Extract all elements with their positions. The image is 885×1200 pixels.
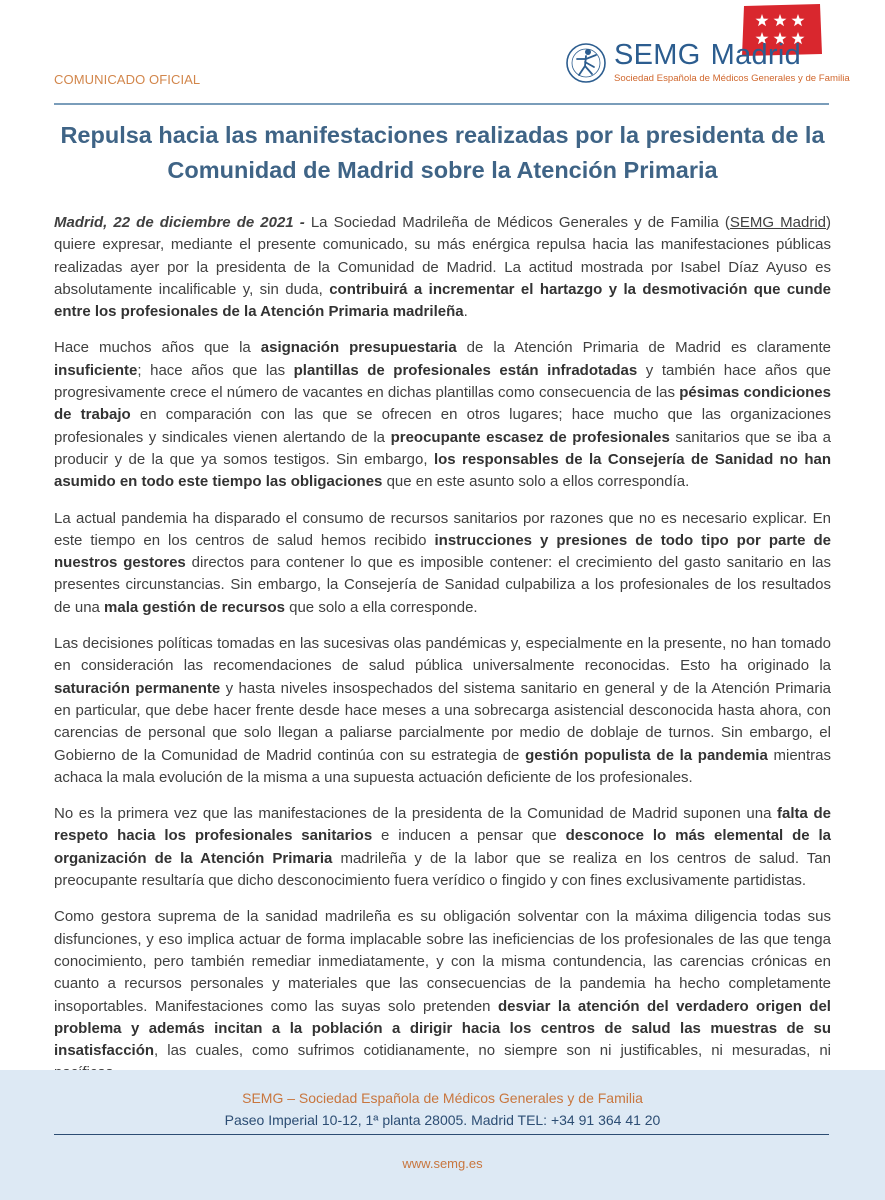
- text: mientras achaca la mala evolución de la misma a una supuesta actuación deficiente de los profesionales.: [54, 746, 832, 786]
- document-type-label: COMUNICADO OFICIAL: [54, 72, 201, 87]
- footer: [0, 1070, 885, 1200]
- logo-madrid-text: Madrid: [710, 39, 802, 71]
- logo-semg-text: SEMG: [614, 39, 701, 71]
- paragraph-6: [54, 906, 831, 1084]
- text: directos para contener lo que es imposible contener: el crecimiento del gasto sanitario en las presentes circunstancias. Sin embargo, la Consejería de Sanidad culpabiliza a los profesionales de los resultados de una: [54, 554, 831, 616]
- text: madrileña y de la labor que se realiza en los centros de salud. Tan preocupante resultaría que dicho desconocimiento fuera verídico o fingido y con fines exclusivamente partidistas.: [54, 849, 831, 890]
- text: y hasta niveles insospechados del sistema sanitario en general y de la Atención Primaria en particular, que debe hacer frente desde hace meses a una sobrecarga asistencial desconocida hasta ahora, con carencias de personal que solo llegan a paliarse parcialmente por medio de doblaje de turnos. Sin embargo, el Gobierno de la Comunidad de Madrid continúa con su estrategia de: [54, 679, 831, 764]
- text: y también hace años que progresivamente crece el número de vacantes en dichas plantillas como consecuencia de las: [54, 361, 831, 402]
- text: en comparación con las que se ofrecen en otros lugares; hace mucho que las organizaciones profesionales y sindicales vienen alertando de la: [54, 406, 831, 446]
- logo-subtitle: Sociedad Española de Médicos Generales y de Familia: [614, 73, 850, 84]
- paragraph-1: [54, 212, 831, 323]
- emphasis: gestión populista de la pandemia: [525, 746, 768, 764]
- text: ) quiere expresar, mediante el presente comunicado, su más enérgica repulsa hacia las manifestaciones públicas realizadas ayer por la presidenta de la Comunidad de Madrid. La actitud mostrada por Isabel Díaz Ayuso es absolutamente incalificable y, sin duda,: [54, 214, 831, 298]
- paragraph-4: [54, 633, 831, 789]
- letterhead: [0, 0, 885, 110]
- text: Como gestora suprema de la sanidad madrileña es su obligación solventar con la máxima diligencia todas sus disfunciones, y eso implica actuar de forma implacable sobre las ineficiencias de los profesionales de las que tenga conocimiento, pero también remediar inmediatamente, y con la misma contundencia, las carencias crónicas en cuanto a recursos personales y materiales que las consecuencias de la pandemia ha hecho completamente insoportables. Manifestaciones como las suyas solo pretenden: [54, 908, 831, 1015]
- text: La Sociedad Madrileña de Médicos Generales y de Familia (: [304, 214, 730, 231]
- emphasis: desconoce lo más elemental de la organización de la Atención Primaria: [54, 827, 832, 867]
- emphasis: saturación permanente: [54, 679, 221, 697]
- press-release-body: [54, 212, 831, 1099]
- footer-website-link[interactable]: www.semg.es: [402, 1156, 483, 1171]
- emphasis: plantillas de profesionales están infradotadas: [293, 361, 638, 379]
- emphasis: desviar la atención del verdadero origen del problema y además incitan a la población a dirigir hacia los centros de salud las muestras de su insatisfacción: [54, 997, 831, 1060]
- text: .: [463, 303, 468, 321]
- text: de la Atención Primaria de Madrid es claramente: [456, 339, 831, 357]
- page-title: [40, 118, 845, 188]
- semg-emblem-icon: [565, 42, 607, 84]
- text: sanitarios que se iba a producir y de la que ya somos testigos. Sin embargo,: [54, 428, 832, 468]
- footer-organization: SEMG – Sociedad Española de Médicos Generales y de Familia: [242, 1090, 643, 1106]
- header-divider: [54, 103, 829, 105]
- emphasis: contribuirá a incrementar el hartazgo y la desmotivación que cunde entre los profesionales de la Atención Primaria madrileña: [54, 280, 832, 321]
- text: Las decisiones políticas tomadas en las sucesivas olas pandémicas y, especialmente en la presente, no han tomado en consideración las recomendaciones de salud pública universalmente reconocidas. Esto ha originado la: [54, 635, 831, 675]
- logo-wordmark: [614, 41, 801, 70]
- text: La actual pandemia ha disparado el consumo de recursos sanitarios por razones que no es necesario explicar. En este tiempo en los centros de salud hemos recibido: [54, 509, 831, 549]
- emphasis: instrucciones y presiones de todo tipo por parte de nuestros gestores: [54, 531, 831, 572]
- text: , las cuales, como sufrimos cotidianamente, no siempre son ni justificables, ni mesuradas, ni: [154, 1042, 831, 1060]
- emphasis: pésimas condiciones de trabajo: [54, 384, 831, 424]
- dateline: Madrid, 22 de diciembre de 2021 -: [54, 214, 305, 231]
- emphasis: mala gestión de recursos: [104, 598, 285, 616]
- text: Hace muchos años que la: [54, 339, 261, 357]
- semg-madrid-link[interactable]: SEMG Madrid: [729, 214, 826, 231]
- paragraph-2: [54, 337, 831, 493]
- text: ; hace años que las: [137, 361, 294, 379]
- text: que solo a ella corresponde.: [284, 598, 478, 616]
- footer-divider: [54, 1134, 829, 1135]
- emphasis: asignación presupuestaria: [260, 339, 457, 357]
- title-line-1: Repulsa hacia las manifestaciones realizadas por la presidenta de la: [60, 122, 825, 148]
- text: que en este asunto solo a ellos correspondía.: [382, 473, 690, 491]
- title-line-2: Comunidad de Madrid sobre la Atención Primaria: [167, 157, 718, 183]
- text: e inducen a pensar que: [372, 827, 566, 845]
- emphasis: preocupante escasez de profesionales: [390, 428, 670, 446]
- emphasis: falta de respeto hacia los profesionales sanitarios: [54, 805, 832, 845]
- emphasis: los responsables de la Consejería de Sanidad no han asumido en todo este tiempo las obligaciones: [54, 450, 832, 491]
- text: No es la primera vez que las manifestaciones de la presidenta de la Comunidad de Madrid suponen una: [54, 805, 778, 823]
- paragraph-3: [54, 508, 831, 619]
- footer-address: Paseo Imperial 10-12, 1ª planta 28005. Madrid TEL: +34 91 364 41 20: [224, 1112, 661, 1128]
- emphasis: insuficiente: [54, 361, 138, 379]
- paragraph-5: [54, 803, 831, 892]
